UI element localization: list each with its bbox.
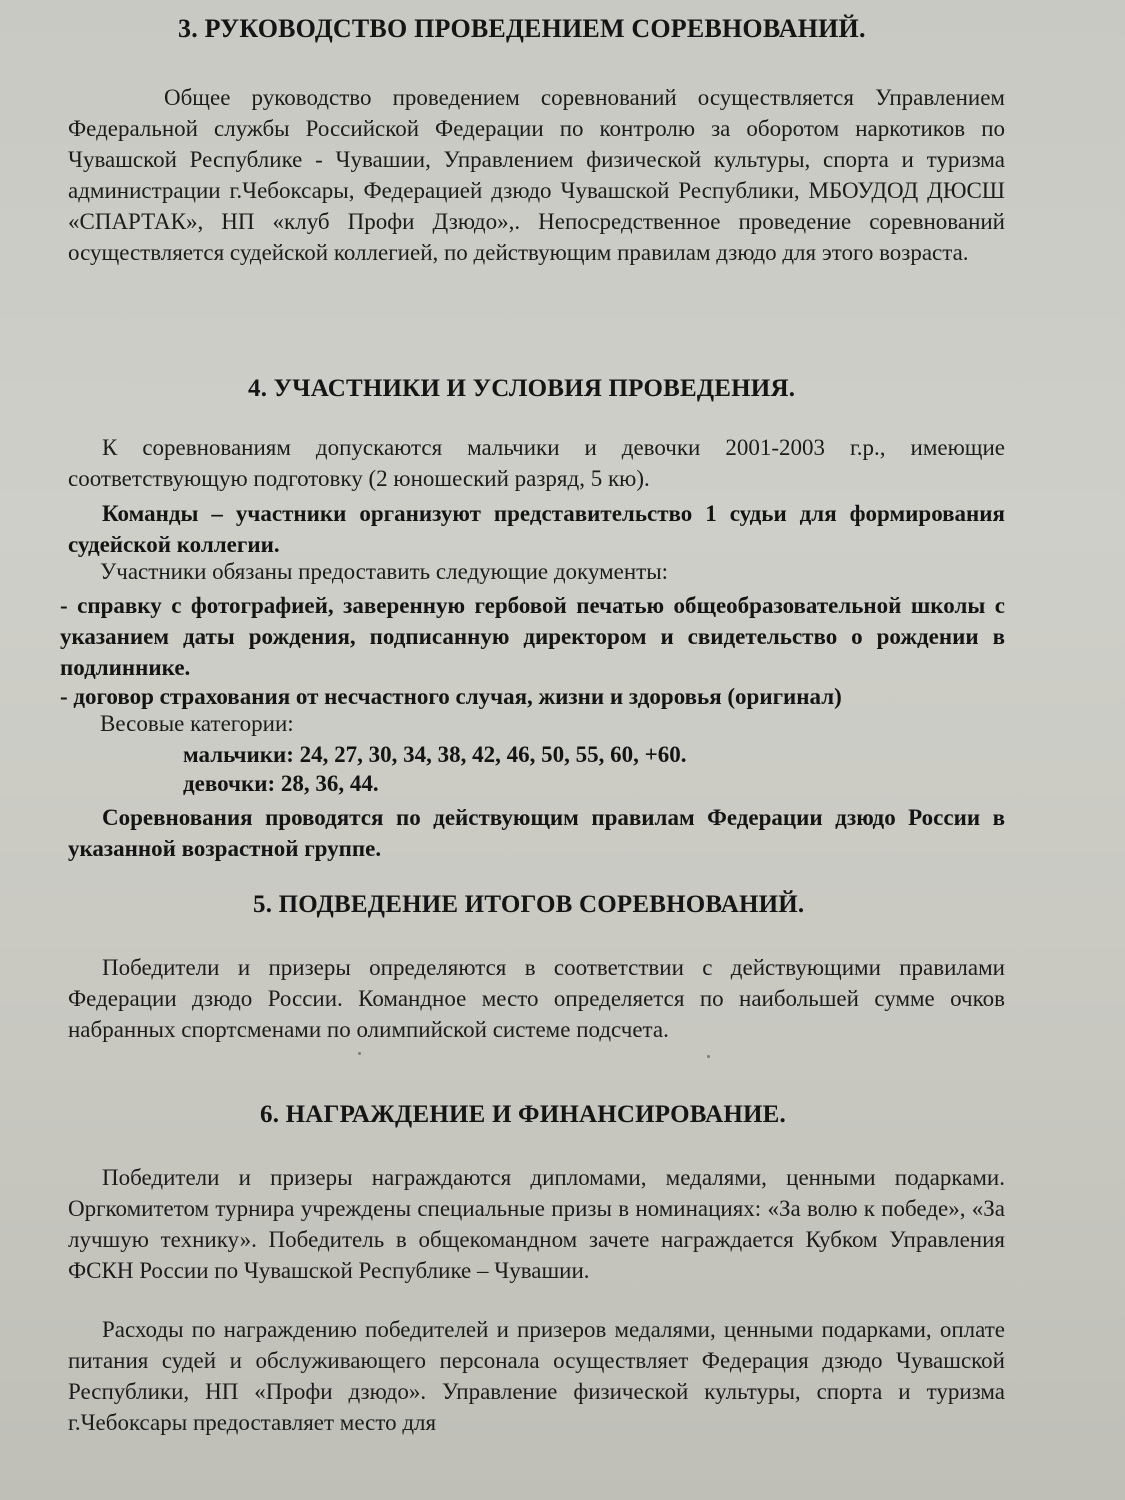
paper-speck bbox=[358, 1052, 361, 1055]
section-5-body: Победители и призеры определяются в соответствии с действующими правилами Федерации дзюдо России. Командное место определяется по наибольшей сумме очков набранных спортсменами по олимпийской системе подсчета. bbox=[68, 955, 1005, 1042]
section-4-rules: Соревнования проводятся по действующим правилам Федерации дзюдо России в указанной возрастной группе. bbox=[68, 805, 1005, 861]
paper-speck bbox=[707, 1055, 710, 1058]
section-4-teams: Команды – участники организуют представительство 1 судьи для формирования судейской коллегии. bbox=[68, 501, 1005, 557]
section-4-weights-boys: мальчики: 24, 27, 30, 34, 38, 42, 46, 50, 55, 60, +60. bbox=[183, 742, 687, 767]
section-4-document-insurance: - договор страхования от несчастного случая, жизни и здоровья (оригинал) bbox=[60, 684, 842, 709]
section-4-document-certificate: - справку с фотографией, заверенную гербовой печатью общеобразовательной школы с указанием даты рождения, подписанную директором и свидетельство о рождении в подлиннике. bbox=[60, 593, 1005, 680]
section-4-heading: 4. УЧАСТНИКИ И УСЛОВИЯ ПРОВЕДЕНИЯ. bbox=[248, 375, 796, 402]
section-4-documents-intro: Участники обязаны предоставить следующие документы: bbox=[100, 559, 669, 584]
section-6-heading: 6. НАГРАЖДЕНИЕ И ФИНАНСИРОВАНИЕ. bbox=[260, 1101, 786, 1128]
section-6-expenses: Расходы по награждению победителей и призеров медалями, ценными подарками, оплате питания судей и обслуживающего персонала осуществляет Федерация дзюдо Чувашской Республики, НП «Профи дзюдо». Управление физической культуры, спорта и туризма г.Чебоксары предоставляет место для bbox=[68, 1317, 1005, 1435]
section-3-body: Общее руководство проведением соревнований осуществляется Управлением Федеральной службы Российской Федерации по контролю за оборотом наркотиков по Чувашской Республике - Чувашии, Управлением физической культуры, спорта и туризма администрации г.Чебоксары, Федерацией дзюдо Чувашской Республики, МБОУДОД ДЮСШ «СПАРТАК», НП «клуб Профи Дзюдо»,. Непосредственное проведение соревнований осуществляется судейской коллегией, по действующим правилам дзюдо для этого возраста. bbox=[68, 85, 1005, 265]
section-4-weights-intro: Весовые категории: bbox=[100, 711, 294, 736]
section-4-admission: К соревнованиям допускаются мальчики и девочки 2001-2003 г.р., имеющие соответствующую подготовку (2 юношеский разряд, 5 кю). bbox=[68, 435, 1005, 491]
section-6-awards: Победители и призеры награждаются дипломами, медалями, ценными подарками. Оргкомитетом турнира учреждены специальные призы в номинациях: «За волю к победе», «За лучшую технику». Победитель в общекомандном зачете награждается Кубком Управления ФСКН России по Чувашской Республике – Чувашии. bbox=[68, 1165, 1005, 1283]
section-4-weights-girls: девочки: 28, 36, 44. bbox=[183, 771, 379, 796]
section-5-heading: 5. ПОДВЕДЕНИЕ ИТОГОВ СОРЕВНОВАНИЙ. bbox=[253, 891, 805, 918]
section-3-heading: 3. РУКОВОДСТВО ПРОВЕДЕНИЕМ СОРЕВНОВАНИЙ. bbox=[178, 14, 866, 43]
